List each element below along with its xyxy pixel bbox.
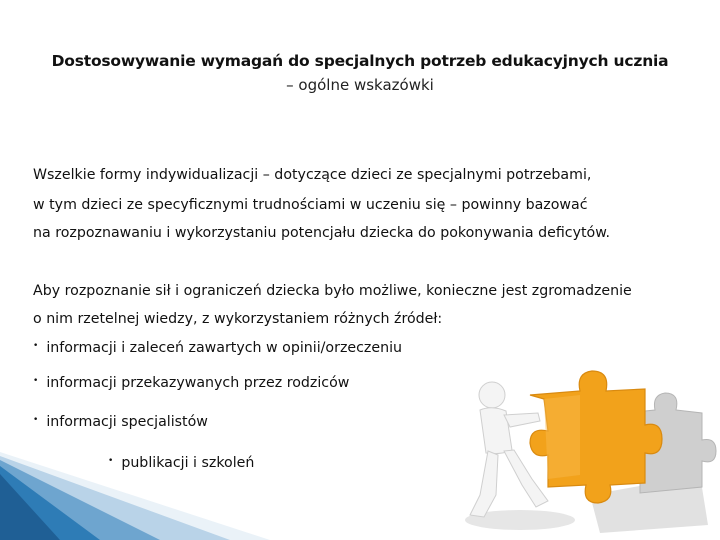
bullet-item (33, 414, 208, 430)
bullet-dot: • (108, 456, 114, 466)
slide-subtitle: – ogólne wskazówki (286, 76, 434, 94)
bullet-text: informacji przekazywanych przez rodziców (46, 375, 350, 391)
paragraph1-line: Wszelkie formy indywidualizacji – dotyczące dzieci ze specjalnymi potrzebami, (33, 167, 592, 183)
paragraph1-line: na rozpoznawaniu i wykorzystaniu potencjału dziecka do pokonywania deficytów. (33, 225, 611, 241)
paragraph1-line: w tym dzieci ze specyficznymi trudnościami w uczeniu się – powinny bazować (33, 197, 588, 213)
slide-title: Dostosowywanie wymagań do specjalnych potrzeb edukacyjnych ucznia (51, 52, 669, 70)
bullet-item (33, 375, 349, 391)
bullet-text: informacji i zaleceń zawartych w opinii/orzeczeniu (46, 340, 403, 356)
bullet-dot: • (33, 341, 39, 351)
bullet-text: informacji specjalistów (46, 414, 208, 430)
bullet-dot: • (33, 415, 39, 425)
bullet-item (33, 340, 402, 356)
bullet-text: publikacji i szkoleń (121, 455, 255, 471)
bullet-dot: • (33, 376, 39, 386)
paragraph2-line: o nim rzetelnej wiedzy, z wykorzystaniem różnych źródeł: (33, 311, 443, 327)
figure-with-puzzle-pieces-icon (440, 355, 720, 540)
bullet-item (108, 455, 254, 471)
paragraph2-line: Aby rozpoznanie sił i ograniczeń dziecka było możliwe, konieczne jest zgromadzenie (33, 283, 632, 299)
